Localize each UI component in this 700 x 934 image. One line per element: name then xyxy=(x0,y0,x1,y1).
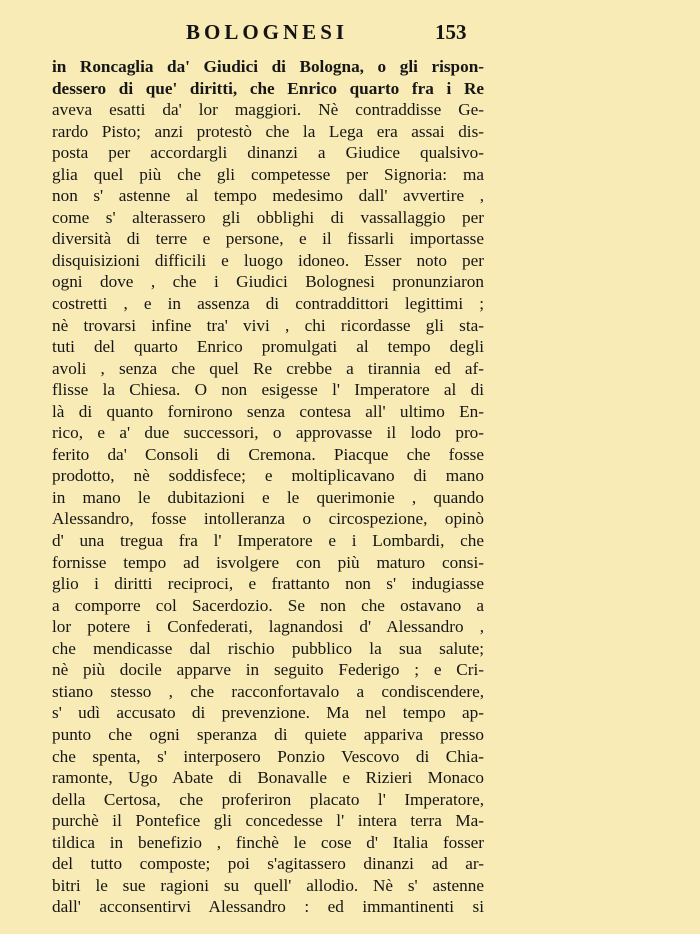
text-line: s' udì accusato di prevenzione. Ma nel tempo ap- xyxy=(52,703,484,723)
text-line: come s' alterassero gli obblighi di vassallaggio per xyxy=(52,207,484,227)
text-line: della Certosa, che proferiron placato l' Imperatore, xyxy=(52,789,484,809)
text-line: glio i diritti reciproci, e frattanto non s' indugiasse xyxy=(52,574,484,594)
text-line: bitri le sue ragioni su quell' allodio. Nè s' astenne xyxy=(52,875,484,895)
text-line: avoli , senza che quel Re crebbe a tirannia ed af- xyxy=(52,358,484,378)
running-head xyxy=(0,18,700,48)
text-line: stiano stesso , che racconfortavalo a condiscendere, xyxy=(52,681,484,701)
running-title: BOLOGNESI xyxy=(186,20,349,44)
text-line: d' una tregua fra l' Imperatore e i Lombardi, che xyxy=(52,531,484,551)
text-line: ogni dove , che i Giudici Bolognesi pronunziaron xyxy=(52,272,484,292)
text-line: dall' acconsentirvi Alessandro : ed immantinenti si xyxy=(52,897,484,917)
text-line: ramonte, Ugo Abate di Bonavalle e Rizieri Monaco xyxy=(52,768,484,788)
text-line: diversità di terre e persone, e il fissarli importasse xyxy=(52,229,484,249)
text-line: rico, e a' due successori, o approvasse il lodo pro- xyxy=(52,423,484,443)
text-line: lor potere i Confederati, lagnandosi d' Alessandro , xyxy=(52,617,484,637)
text-line: non s' astenne al tempo medesimo dall' avvertire , xyxy=(52,186,484,206)
text-line: ferito da' Consoli di Cremona. Piacque che fosse xyxy=(52,444,484,464)
text-line: purchè il Pontefice gli concedesse l' intera terra Ma- xyxy=(52,811,484,831)
text-line: che spenta, s' interposero Ponzio Vescovo di Chia- xyxy=(52,746,484,766)
text-line: dessero di que' diritti, che Enrico quarto fra i Re xyxy=(52,78,484,98)
text-line: prodotto, nè soddisfece; e moltiplicavano di mano xyxy=(52,466,484,486)
text-line: nè più docile apparve in seguito Federigo ; e Cri- xyxy=(52,660,484,680)
text-line: disquisizioni difficili e luogo idoneo. Esser noto per xyxy=(52,250,484,270)
text-line: glia quel più che gli competesse per Signoria: ma xyxy=(52,164,484,184)
text-line: flisse la Chiesa. O non esigesse l' Imperatore al di xyxy=(52,380,484,400)
text-line: aveva esatti da' lor maggiori. Nè contraddisse Ge- xyxy=(52,100,484,120)
page-number: 153 xyxy=(435,20,467,44)
text-line: in mano le dubitazioni e le querimonie , quando xyxy=(52,487,484,507)
text-line: che mendicasse dal rischio pubblico la sua salute; xyxy=(52,638,484,658)
text-line: punto che ogni speranza di quiete appariva presso xyxy=(52,724,484,744)
text-line: nè trovarsi infine tra' vivi , chi ricordasse gli sta- xyxy=(52,315,484,335)
text-line: costretti , e in assenza di contraddittori legittimi ; xyxy=(52,294,484,314)
text-line: tuti del quarto Enrico promulgati al tempo degli xyxy=(52,337,484,357)
text-line: in Roncaglia da' Giudici di Bologna, o gli rispon- xyxy=(52,57,484,76)
text-line: là di quanto fornirono senza contesa all' ultimo En- xyxy=(52,401,484,421)
text-line: tildica in benefizio , finchè le cose d' Italia fosser xyxy=(52,832,484,852)
text-line: a comporre col Sacerdozio. Se non che ostavano a xyxy=(52,595,484,615)
text-line: Alessandro, fosse intolleranza o circospezione, opinò xyxy=(52,509,484,529)
body-text xyxy=(52,56,484,918)
text-line: posta per accordargli dinanzi a Giudice qualsivo- xyxy=(52,143,484,163)
text-line: rardo Pisto; anzi protestò che la Lega era assai dis- xyxy=(52,121,484,141)
text-line: del tutto composte; poi s'agitassero dinanzi ad ar- xyxy=(52,854,484,874)
text-line: fornisse tempo ad isvolgere con più maturo consi- xyxy=(52,552,484,572)
